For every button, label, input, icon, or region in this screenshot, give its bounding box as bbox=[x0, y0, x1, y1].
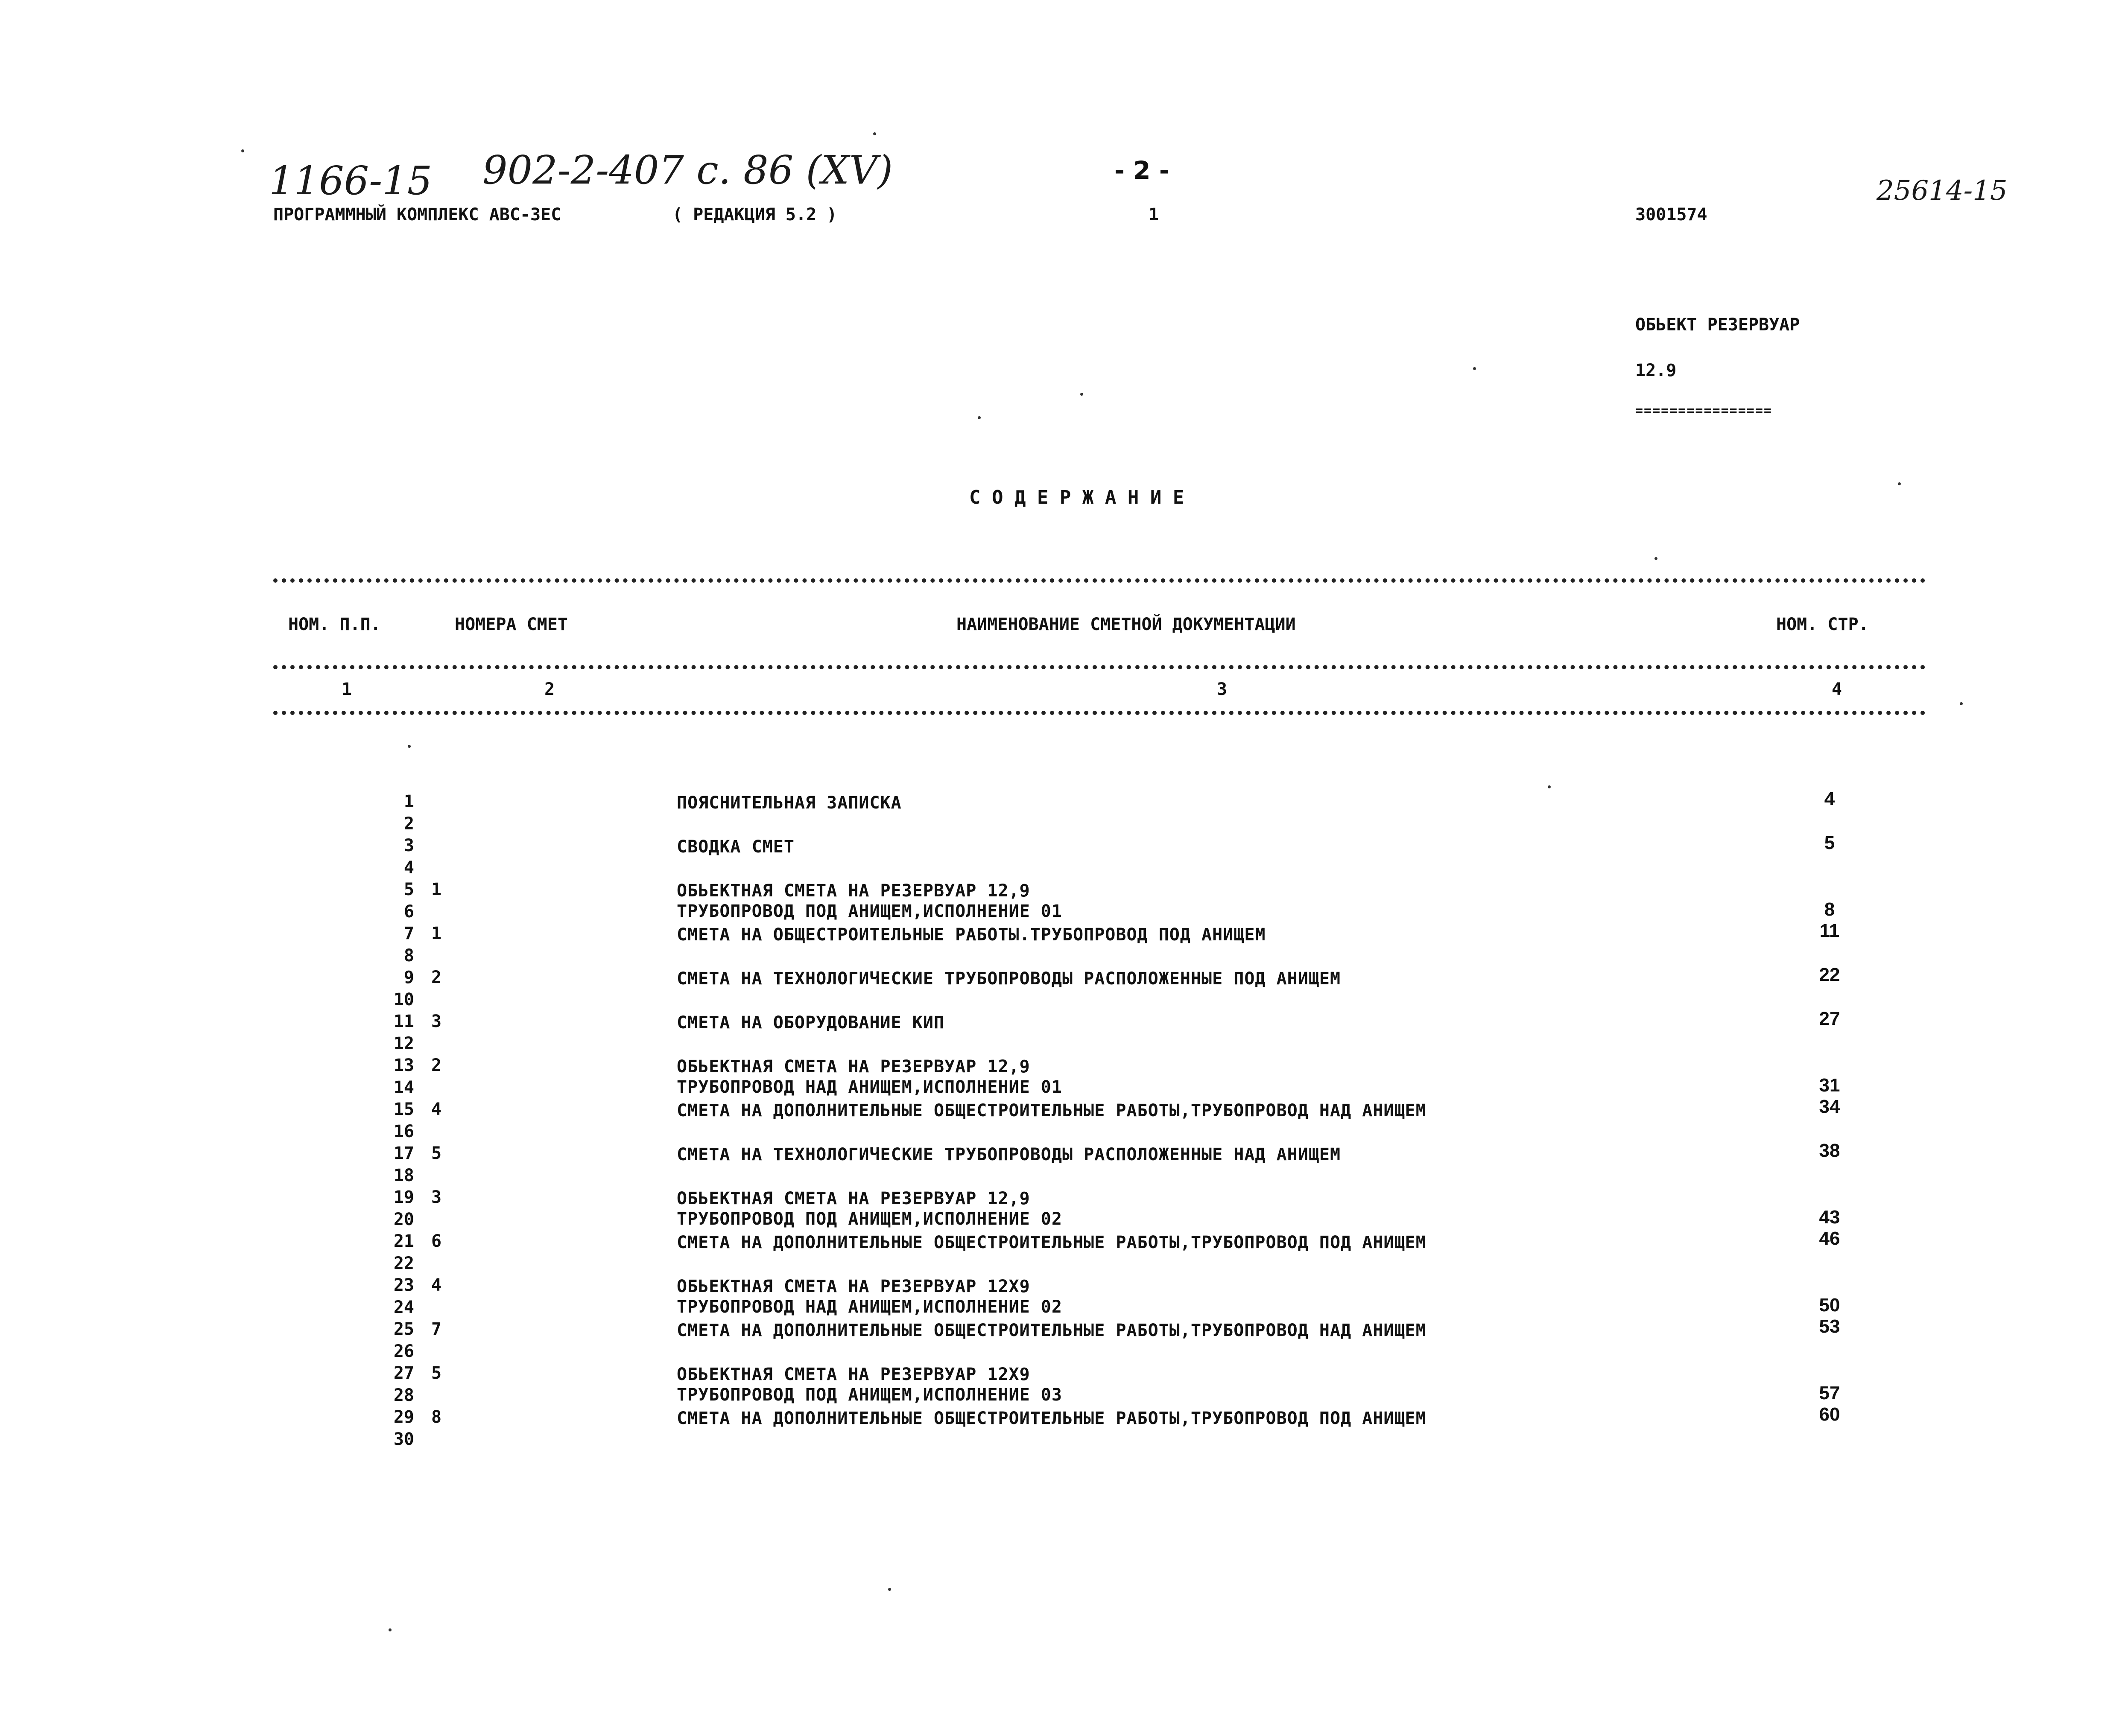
scan-speck bbox=[1473, 367, 1476, 370]
row-number: 7 bbox=[403, 924, 414, 943]
estimate-number: 1 bbox=[431, 924, 442, 943]
entry-page-number: 31 bbox=[1819, 1075, 1840, 1096]
entry-page-number: 4 bbox=[1824, 788, 1835, 809]
row-number: 23 bbox=[393, 1275, 414, 1295]
estimate-number: 6 bbox=[431, 1231, 442, 1251]
entry-title-line: ОБЬЕКТНАЯ СМЕТА НА РЕЗЕРВУАР 12Х9 bbox=[677, 1365, 1030, 1384]
entry-title-line: ТРУБОПРОВОД НАД АНИЩЕМ,ИСПОЛНЕНИЕ 02 bbox=[677, 1297, 1062, 1317]
row-number: 2 bbox=[403, 814, 414, 834]
entry-title-line: СМЕТА НА ТЕХНОЛОГИЧЕСКИЕ ТРУБОПРОВОДЫ РАСПОЛОЖЕННЫЕ НАД АНИЩЕМ bbox=[677, 1145, 1341, 1164]
estimate-number: 5 bbox=[431, 1144, 442, 1163]
entry-title bbox=[677, 1012, 944, 1033]
entry-title-line: ТРУБОПРОВОД ПОД АНИЩЕМ,ИСПОЛНЕНИЕ 02 bbox=[677, 1209, 1062, 1229]
header-col-row-number: НОМ. П.П. bbox=[288, 615, 381, 634]
row-number: 9 bbox=[403, 968, 414, 987]
row-number: 19 bbox=[393, 1187, 414, 1207]
entry-title bbox=[677, 1144, 1341, 1165]
row-number: 3 bbox=[403, 836, 414, 855]
row-number: 4 bbox=[403, 858, 414, 878]
document-code: 3001574 bbox=[1635, 205, 1707, 225]
entry-page-number: 43 bbox=[1819, 1207, 1840, 1228]
row-number: 15 bbox=[393, 1100, 414, 1119]
estimate-number: 8 bbox=[431, 1407, 442, 1427]
entry-title bbox=[677, 1364, 1062, 1405]
entry-title-line: СМЕТА НА ОБОРУДОВАНИЕ КИП bbox=[677, 1013, 945, 1033]
entry-title-line: ОБЬЕКТНАЯ СМЕТА НА РЕЗЕРВУАР 12Х9 bbox=[677, 1277, 1030, 1296]
row-number: 24 bbox=[393, 1297, 414, 1317]
row-number: 11 bbox=[393, 1012, 414, 1031]
estimate-number: 1 bbox=[431, 880, 442, 899]
estimate-number: 2 bbox=[431, 968, 442, 987]
entry-title-line: ОБЬЕКТНАЯ СМЕТА НА РЕЗЕРВУАР 12,9 bbox=[677, 881, 1030, 901]
estimate-number: 5 bbox=[431, 1363, 442, 1383]
row-number: 26 bbox=[393, 1341, 414, 1361]
entry-title bbox=[677, 1188, 1062, 1229]
entry-title bbox=[677, 1232, 1426, 1253]
entry-title bbox=[677, 1320, 1426, 1341]
page-marker: - 2 - bbox=[1114, 156, 1169, 185]
handwritten-inventory-number: 25614-15 bbox=[1877, 175, 2008, 207]
program-name: ПРОГРАММНЫЙ КОМПЛЕКС АВС-3ЕС bbox=[273, 205, 561, 225]
scan-speck bbox=[389, 1628, 392, 1631]
estimate-number: 3 bbox=[431, 1187, 442, 1207]
row-number: 17 bbox=[393, 1144, 414, 1163]
scan-speck bbox=[408, 745, 411, 748]
table-rule-bottom bbox=[273, 711, 1926, 715]
scan-speck bbox=[1548, 785, 1551, 788]
entry-title-line: СМЕТА НА ДОПОЛНИТЕЛЬНЫЕ ОБЩЕСТРОИТЕЛЬНЫЕ РАБОТЫ,ТРУБОПРОВОД ПОД АНИЩЕМ bbox=[677, 1409, 1426, 1428]
header-col-estimate-numbers: НОМЕРА СМЕТ bbox=[455, 615, 568, 634]
object-label: ОБЬЕКТ РЕЗЕРВУАР bbox=[1635, 315, 1800, 335]
entry-page-number: 38 bbox=[1819, 1140, 1840, 1161]
entry-title-line: ОБЬЕКТНАЯ СМЕТА НА РЕЗЕРВУАР 12,9 bbox=[677, 1057, 1030, 1077]
header-index-4: 4 bbox=[1832, 680, 1842, 699]
row-number: 29 bbox=[393, 1407, 414, 1427]
entry-page-number: 50 bbox=[1819, 1295, 1840, 1316]
row-number: 21 bbox=[393, 1231, 414, 1251]
row-number: 18 bbox=[393, 1165, 414, 1185]
row-number: 14 bbox=[393, 1077, 414, 1097]
estimate-number: 4 bbox=[431, 1275, 442, 1295]
entry-title bbox=[677, 881, 1062, 922]
scan-speck bbox=[241, 149, 244, 152]
object-value: 12.9 bbox=[1635, 361, 1677, 380]
row-number: 28 bbox=[393, 1385, 414, 1405]
row-number: 20 bbox=[393, 1209, 414, 1229]
entry-title-line: СМЕТА НА ДОПОЛНИТЕЛЬНЫЕ ОБЩЕСТРОИТЕЛЬНЫЕ РАБОТЫ,ТРУБОПРОВОД НАД АНИЩЕМ bbox=[677, 1101, 1426, 1120]
entry-page-number: 22 bbox=[1819, 964, 1840, 985]
entry-title bbox=[677, 1100, 1426, 1121]
row-number: 22 bbox=[393, 1253, 414, 1273]
entry-page-number: 5 bbox=[1824, 832, 1835, 853]
entry-title-line: ТРУБОПРОВОД ПОД АНИЩЕМ,ИСПОЛНЕНИЕ 01 bbox=[677, 902, 1062, 921]
header-col-document-name: НАИМЕНОВАНИЕ СМЕТНОЙ ДОКУМЕНТАЦИИ bbox=[956, 615, 1296, 634]
estimate-number: 7 bbox=[431, 1319, 442, 1339]
entry-title-line: ПОЯСНИТЕЛЬНАЯ ЗАПИСКА bbox=[677, 793, 902, 813]
entry-page-number: 27 bbox=[1819, 1008, 1840, 1029]
entry-page-number: 8 bbox=[1824, 899, 1835, 920]
entry-title-line: ОБЬЕКТНАЯ СМЕТА НА РЕЗЕРВУАР 12,9 bbox=[677, 1189, 1030, 1208]
estimate-number: 3 bbox=[431, 1012, 442, 1031]
entry-page-number: 34 bbox=[1819, 1096, 1840, 1117]
entry-title bbox=[677, 837, 795, 857]
entry-title bbox=[677, 925, 1266, 945]
entry-title-line: СМЕТА НА ТЕХНОЛОГИЧЕСКИЕ ТРУБОПРОВОДЫ РАСПОЛОЖЕННЫЕ ПОД АНИЩЕМ bbox=[677, 969, 1341, 989]
header-index-1: 1 bbox=[342, 680, 352, 699]
sheet-number: 1 bbox=[1149, 205, 1159, 225]
row-number: 27 bbox=[393, 1363, 414, 1383]
entry-title bbox=[677, 1276, 1062, 1317]
header-index-3: 3 bbox=[1217, 680, 1228, 699]
entry-title-line: СМЕТА НА ОБЩЕСТРОИТЕЛЬНЫЕ РАБОТЫ.ТРУБОПРОВОД ПОД АНИЩЕМ bbox=[677, 925, 1266, 945]
entry-title-line: СМЕТА НА ДОПОЛНИТЕЛЬНЫЕ ОБЩЕСТРОИТЕЛЬНЫЕ РАБОТЫ,ТРУБОПРОВОД НАД АНИЩЕМ bbox=[677, 1321, 1426, 1340]
contents-title: С О Д Е Р Ж А Н И Е bbox=[969, 487, 1184, 508]
scan-speck bbox=[873, 132, 876, 135]
scan-speck bbox=[1898, 482, 1901, 485]
header-index-2: 2 bbox=[544, 680, 555, 699]
entry-title bbox=[677, 969, 1341, 989]
entry-page-number: 57 bbox=[1819, 1383, 1840, 1403]
entry-title-line: ТРУБОПРОВОД НАД АНИЩЕМ,ИСПОЛНЕНИЕ 01 bbox=[677, 1077, 1062, 1097]
entry-page-number: 60 bbox=[1819, 1404, 1840, 1425]
row-number: 25 bbox=[393, 1319, 414, 1339]
entry-title bbox=[677, 1056, 1062, 1097]
entry-title bbox=[677, 1408, 1426, 1429]
scan-speck bbox=[1960, 702, 1963, 705]
estimate-number: 2 bbox=[431, 1056, 442, 1075]
object-underline: ================ bbox=[1635, 403, 1772, 418]
table-rule-top bbox=[273, 578, 1926, 583]
entry-title-line: СМЕТА НА ДОПОЛНИТЕЛЬНЫЕ ОБЩЕСТРОИТЕЛЬНЫЕ РАБОТЫ,ТРУБОПРОВОД ПОД АНИЩЕМ bbox=[677, 1233, 1426, 1252]
entry-title bbox=[677, 793, 902, 813]
handwritten-archive-number: 1166-15 bbox=[269, 158, 433, 204]
entry-page-number: 53 bbox=[1819, 1316, 1840, 1337]
entry-page-number: 46 bbox=[1819, 1228, 1840, 1249]
scan-speck bbox=[1080, 393, 1083, 396]
header-col-page-number: НОМ. СТР. bbox=[1776, 615, 1869, 634]
handwritten-project-code: 902-2-407 с. 86 (XV) bbox=[482, 147, 893, 193]
program-edition: ( РЕДАКЦИЯ 5.2 ) bbox=[672, 205, 837, 225]
scan-speck bbox=[1654, 557, 1657, 560]
row-number: 5 bbox=[403, 880, 414, 899]
row-number: 12 bbox=[393, 1033, 414, 1053]
row-number: 10 bbox=[393, 989, 414, 1010]
table-rule-middle bbox=[273, 665, 1926, 669]
row-number: 1 bbox=[403, 792, 414, 811]
entry-title-line: ТРУБОПРОВОД ПОД АНИЩЕМ,ИСПОЛНЕНИЕ 03 bbox=[677, 1385, 1062, 1405]
row-number: 6 bbox=[403, 902, 414, 922]
scan-speck bbox=[888, 1588, 891, 1591]
row-number: 30 bbox=[393, 1429, 414, 1449]
scan-speck bbox=[978, 416, 981, 419]
row-number: 8 bbox=[403, 945, 414, 966]
row-number: 13 bbox=[393, 1056, 414, 1075]
row-number: 16 bbox=[393, 1121, 414, 1141]
entry-title-line: СВОДКА СМЕТ bbox=[677, 837, 795, 857]
entry-page-number: 11 bbox=[1819, 920, 1840, 941]
estimate-number: 4 bbox=[431, 1100, 442, 1119]
